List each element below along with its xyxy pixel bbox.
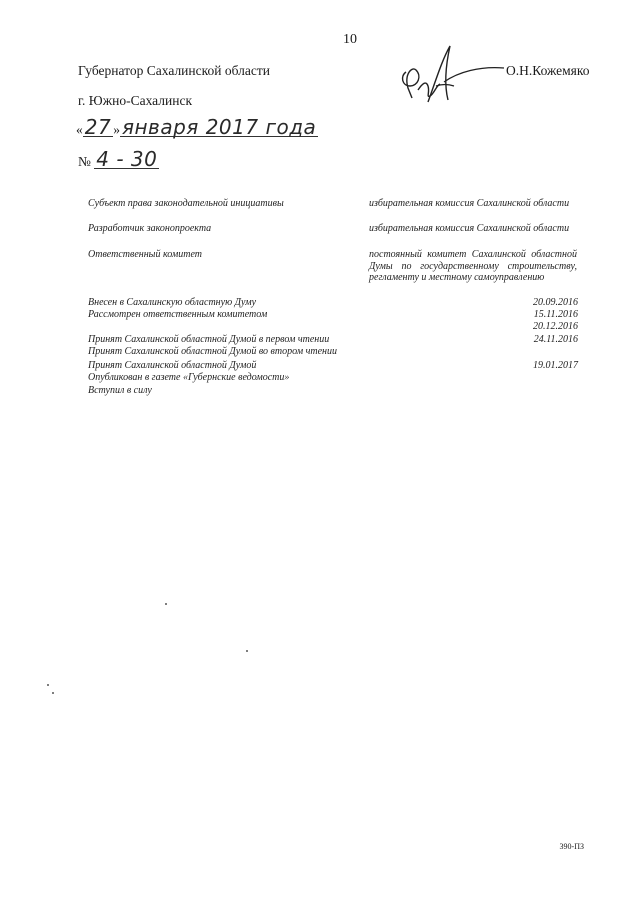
stage-label: Рассмотрен ответственным комитетом [88, 309, 268, 320]
city: г. Южно-Сахалинск [78, 93, 193, 108]
page-number: 10 [343, 32, 357, 47]
scan-speck [52, 692, 54, 694]
stage-date: 15.11.2016 [533, 309, 578, 320]
stage-date: 20.09.2016 [533, 297, 578, 308]
stage-label: Принят Сахалинской областной Думой в первом чтении [88, 334, 330, 345]
law-number-label: № [78, 154, 91, 169]
law-number [78, 147, 159, 171]
signer-position: Губернатор Сахалинской области [78, 63, 270, 78]
stage-label: Принят Сахалинской областной Думой [88, 360, 257, 371]
stage-date: 20.12.2016 [533, 321, 578, 332]
law-number-value: 4 - 30 [96, 147, 158, 171]
form-code: 390-ПЗ [559, 842, 584, 851]
scan-speck [246, 650, 248, 652]
stage-label: Опубликован в газете «Губернские ведомости» [88, 372, 290, 383]
developer-label: Разработчик законопроекта [88, 223, 212, 234]
date-open-quote: « [76, 122, 83, 137]
stage-label: Вступил в силу [88, 385, 152, 396]
signing-date [76, 115, 318, 139]
scan-speck [47, 684, 49, 686]
stage-label: Принят Сахалинской областной Думой во втором чтении [88, 346, 338, 357]
stage-date: 19.01.2017 [533, 360, 578, 371]
developer-value: избирательная комиссия Сахалинской области [369, 223, 570, 234]
subject-label: Субъект права законодательной инициативы [88, 198, 284, 209]
subject-value: избирательная комиссия Сахалинской области [369, 198, 570, 209]
stage-date: 24.11.2016 [533, 334, 578, 345]
date-month-year: января 2017 года [121, 115, 317, 139]
committee-value: постоянный комитет Сахалинской областной Думы по государственному строительству, регламенту и местному самоуправлению [369, 249, 577, 284]
committee-label: Ответственный комитет [88, 249, 202, 260]
stage-label: Внесен в Сахалинскую областную Думу [88, 297, 257, 308]
date-close-quote: » [113, 122, 120, 137]
signer-name: О.Н.Кожемяко [506, 63, 590, 78]
date-day: 27 [84, 115, 112, 139]
signature [392, 40, 512, 120]
scan-speck [165, 603, 167, 605]
